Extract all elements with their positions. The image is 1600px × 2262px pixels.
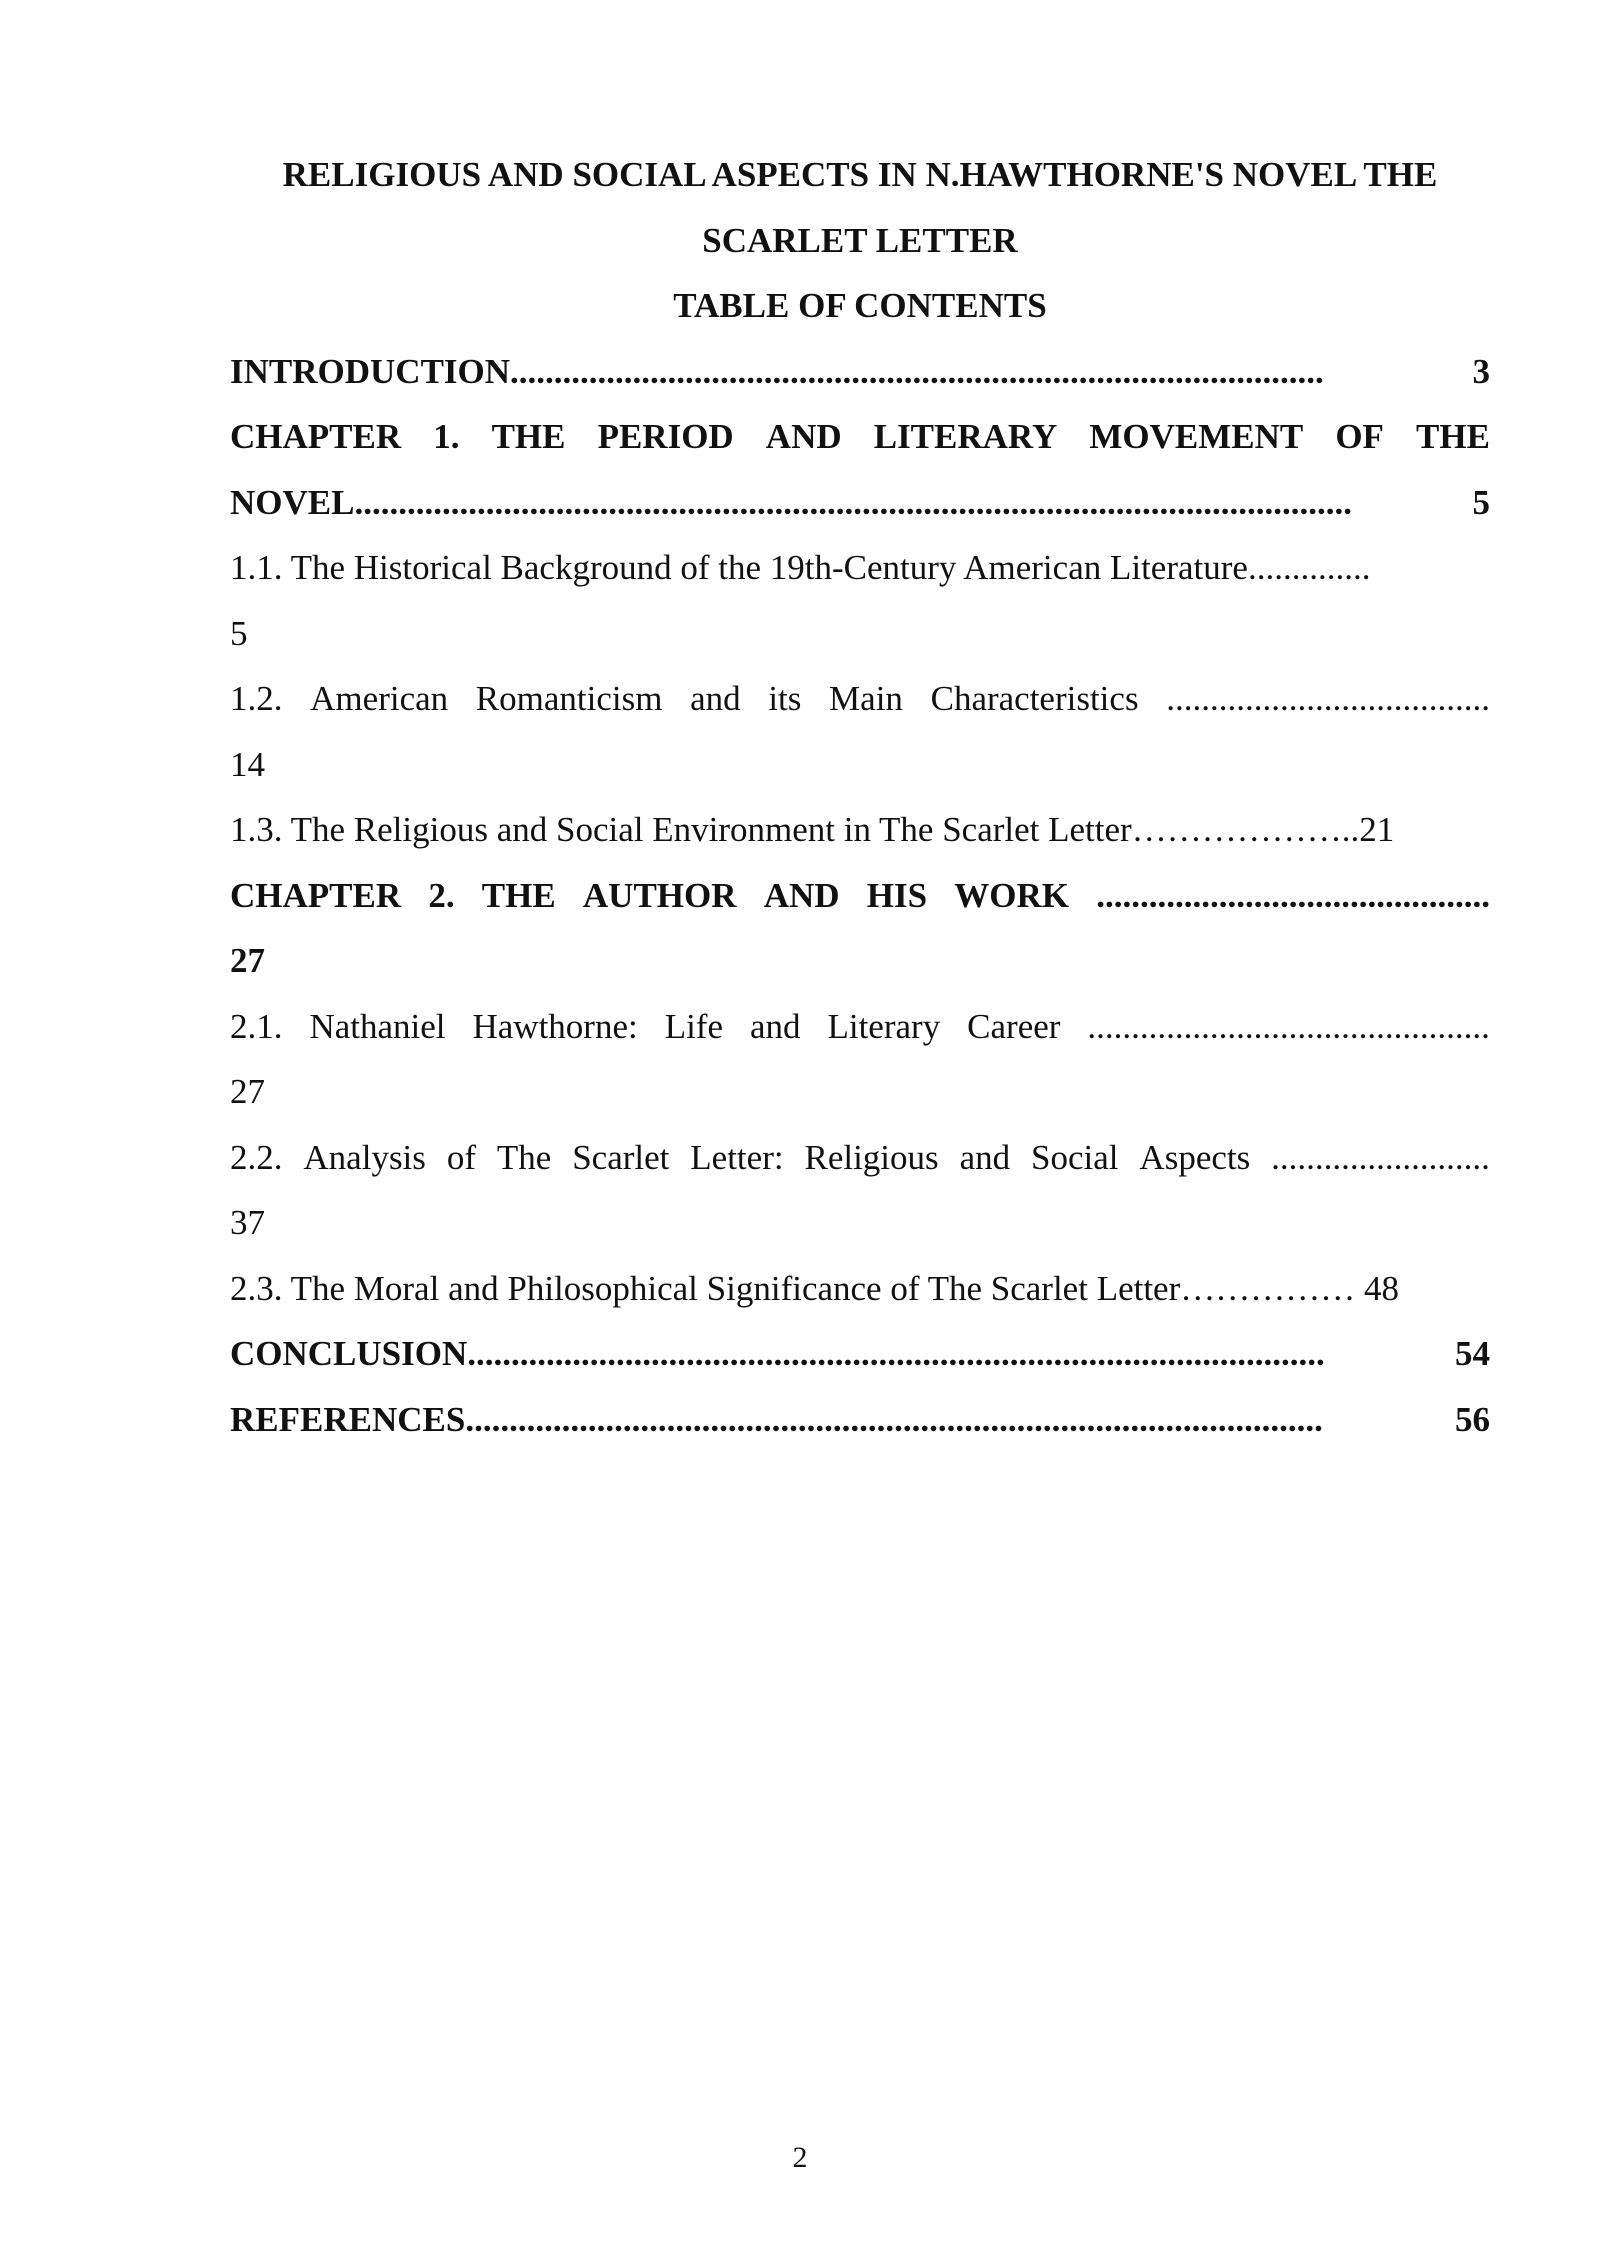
toc-word: and	[959, 1137, 1011, 1177]
toc-word: THE	[481, 875, 556, 915]
toc-word: Letter:	[690, 1137, 784, 1177]
toc-word: 2.1.	[230, 1006, 283, 1046]
toc-entry-section-1-1[interactable]: 1.1. The Historical Background of the 19th-Century American Literature..............	[230, 548, 1371, 587]
toc-word: OF	[1335, 417, 1384, 456]
toc-entry-chapter-2[interactable]	[230, 863, 1490, 929]
toc-word: PERIOD	[597, 417, 734, 456]
toc-word: THE	[491, 417, 566, 456]
toc-entry-label: NOVEL	[230, 482, 355, 522]
toc-word: and	[690, 679, 741, 718]
toc-page-number: 14	[230, 744, 265, 784]
toc-entry-introduction[interactable]	[230, 339, 1490, 405]
toc-page-number: 27	[230, 1072, 265, 1111]
toc-entry-conclusion[interactable]	[230, 1321, 1490, 1387]
toc-word: AUTHOR	[582, 875, 737, 915]
toc-word: Analysis	[303, 1137, 426, 1177]
toc-word: WORK	[954, 875, 1070, 915]
toc-page-number: 5	[230, 613, 248, 653]
toc-leader-dots: .........................	[1271, 1137, 1490, 1177]
toc-word: AND	[765, 417, 842, 456]
toc-leader-dots: .............................................	[1096, 875, 1490, 915]
toc-word: The	[496, 1137, 552, 1177]
toc-word: Nathaniel	[309, 1006, 446, 1046]
toc-page-number: 54	[1455, 1334, 1490, 1373]
toc-entry-label: REFERENCES	[230, 1399, 466, 1439]
document-title-line-1: RELIGIOUS AND SOCIAL ASPECTS IN N.HAWTHORNE'S NOVEL THE	[282, 155, 1438, 194]
toc-entry-section-2-3[interactable]: 2.3. The Moral and Philosophical Significance of The Scarlet Letter…………… 48	[230, 1268, 1399, 1308]
page-number: 2	[792, 2141, 808, 2174]
toc-word: of	[446, 1137, 476, 1177]
toc-entry-section-1-3[interactable]: 1.3. The Religious and Social Environment in The Scarlet Letter………………..21	[230, 810, 1395, 849]
toc-word: Life	[664, 1006, 723, 1046]
toc-word: its	[768, 679, 802, 718]
toc-word: Religious	[804, 1137, 939, 1177]
toc-leader-dots: ..................................................................................................	[465, 1399, 1323, 1439]
page-content	[230, 142, 1490, 1452]
toc-word: Literary	[827, 1006, 941, 1046]
toc-leader-dots: .............................................................................................	[510, 351, 1324, 391]
toc-word: Career	[967, 1006, 1061, 1046]
toc-leader-dots: ..................................................................................................................	[354, 482, 1352, 522]
toc-heading: TABLE OF CONTENTS	[673, 286, 1047, 325]
toc-entry-section-2-1[interactable]	[230, 994, 1490, 1060]
toc-page-number: 3	[1472, 351, 1490, 391]
toc-word: HIS	[866, 875, 928, 915]
toc-word: Romanticism	[475, 679, 663, 718]
toc-word: American	[310, 679, 449, 718]
toc-word: AND	[763, 875, 840, 915]
toc-leader-dots: ..............................................	[1087, 1006, 1490, 1046]
toc-word: Main	[829, 679, 903, 718]
toc-word: THE	[1416, 417, 1490, 456]
toc-word: CHAPTER	[230, 875, 402, 915]
toc-entry-label: CONCLUSION	[230, 1334, 468, 1373]
toc-entry-references[interactable]	[230, 1387, 1490, 1453]
toc-word: Hawthorne:	[472, 1006, 638, 1046]
toc-word: 2.	[428, 875, 455, 915]
toc-word: CHAPTER	[230, 417, 402, 456]
toc-entry-label: INTRODUCTION	[230, 351, 511, 391]
toc-word: 1.	[433, 417, 460, 456]
toc-word: LITERARY	[873, 417, 1058, 456]
toc-word: Characteristics	[930, 679, 1139, 718]
toc-page-number: 37	[230, 1203, 265, 1242]
toc-word: 1.2.	[230, 679, 283, 718]
toc-word: Aspects	[1139, 1137, 1251, 1177]
toc-leader-dots: ..................................................................................................	[467, 1334, 1325, 1373]
toc-word: Social	[1031, 1137, 1119, 1177]
toc-page-number: 27	[230, 941, 265, 980]
toc-word: and	[749, 1006, 801, 1046]
toc-entry-section-1-2[interactable]	[230, 666, 1490, 732]
toc-entry-chapter-1[interactable]	[230, 404, 1490, 470]
toc-word: Scarlet	[572, 1137, 670, 1177]
toc-entry-chapter-1-continued[interactable]	[230, 470, 1490, 536]
toc-page-number: 5	[1472, 482, 1490, 522]
toc-page-number: 56	[1455, 1399, 1490, 1439]
toc-word: 2.2.	[230, 1137, 283, 1177]
toc-word: MOVEMENT	[1089, 417, 1304, 456]
toc-entry-section-2-2[interactable]	[230, 1125, 1490, 1191]
toc-leader-dots: .....................................	[1166, 679, 1490, 718]
document-title-line-2: SCARLET LETTER	[702, 220, 1018, 260]
